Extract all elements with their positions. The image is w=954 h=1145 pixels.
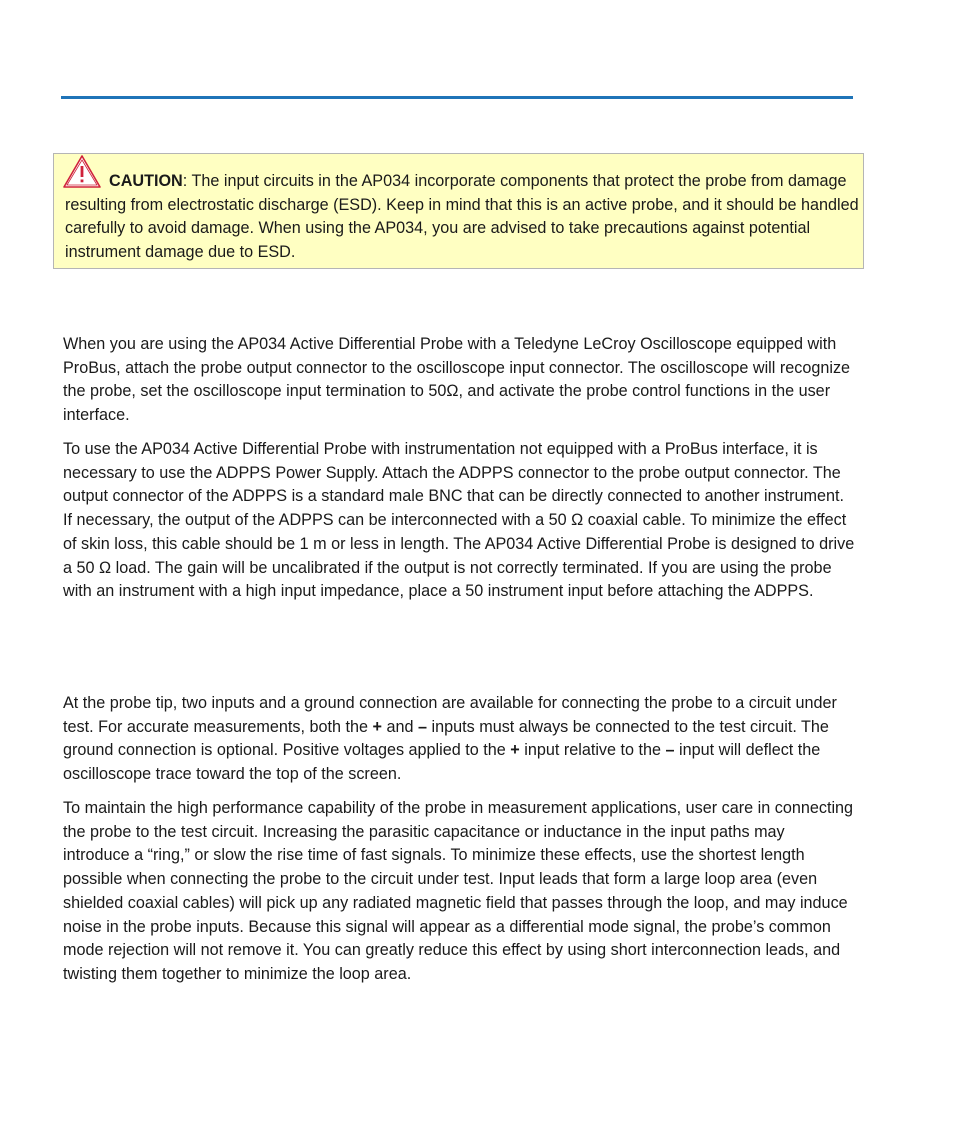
paragraph-probe-tip-inputs <box>63 692 855 787</box>
plus-input-symbol: + <box>372 717 382 736</box>
caution-label: CAUTION <box>109 172 183 190</box>
caution-body: : The input circuits in the AP034 incorporate components that protect the probe from damage resulting from electrostatic discharge (ESD). Keep in mind that this is an active probe, and it should be handled carefully to avoid damage. When using the AP034, you are advised to take precautions against potential instrument damage due to ESD. <box>65 172 859 261</box>
text-segment: input will deflect the oscilloscope trace toward the top of the screen. <box>63 741 821 784</box>
text-segment: inputs must always be connected to the test circuit. The ground connection is optional. Positive voltages applied to the <box>63 717 829 760</box>
text-segment: and <box>381 717 418 736</box>
minus-input-symbol: – <box>665 741 675 760</box>
minus-input-symbol: – <box>418 717 428 736</box>
caution-text <box>65 170 860 264</box>
text-segment: input relative to the <box>519 741 666 760</box>
plus-input-symbol: + <box>510 741 520 760</box>
paragraph-loop-area: To maintain the high performance capability of the probe in measurement applications, user care in connecting the probe to the test circuit. Increasing the parasitic capacitance or inductance in the input paths may introduce a “ring,” or slow the rise time of fast signals. To minimize these effects, use the shortest length possible when connecting the probe to the circuit under test. Input leads that form a large loop area (even shielded coaxial cables) will pick up any radiated magnetic field that passes through the loop, and may induce noise in the probe inputs. Because this signal will appear as a differential mode signal, the probe’s common mode rejection will not remove it. You can greatly reduce this effect by using short interconnection leads, and twisting them together to minimize the loop area. <box>63 799 854 983</box>
caution-box <box>53 153 864 269</box>
header-rule <box>61 96 853 99</box>
paragraph-probus-connection: When you are using the AP034 Active Differential Probe with a Teledyne LeCroy Oscilloscope equipped with ProBus, attach the probe output connector to the oscilloscope input connector. The oscilloscope will recognize the probe, set the oscilloscope input termination to 50Ω, and activate the probe control functions in the user interface. <box>63 335 851 425</box>
text-segment: At the probe tip, two inputs and a ground connection are available for connecting the probe to a circuit under test. For accurate measurements, both the <box>63 694 837 736</box>
paragraph-adpps-power-supply: To use the AP034 Active Differential Probe with instrumentation not equipped with a ProBus interface, it is necessary to use the ADPPS Power Supply. Attach the ADPPS connector to the probe output connector. The output connector of the ADPPS is a standard male BNC that can be directly connected to another instrument. If necessary, the output of the ADPPS can be interconnected with a 50 Ω coaxial cable. To minimize the effect of skin loss, this cable should be 1 m or less in length. The AP034 Active Differential Probe is designed to drive a 50 Ω load. The gain will be uncalibrated if the output is not correctly terminated. If you are using the probe with an instrument with a high input impedance, place a 50 instrument input before attaching the ADPPS. <box>63 440 855 601</box>
